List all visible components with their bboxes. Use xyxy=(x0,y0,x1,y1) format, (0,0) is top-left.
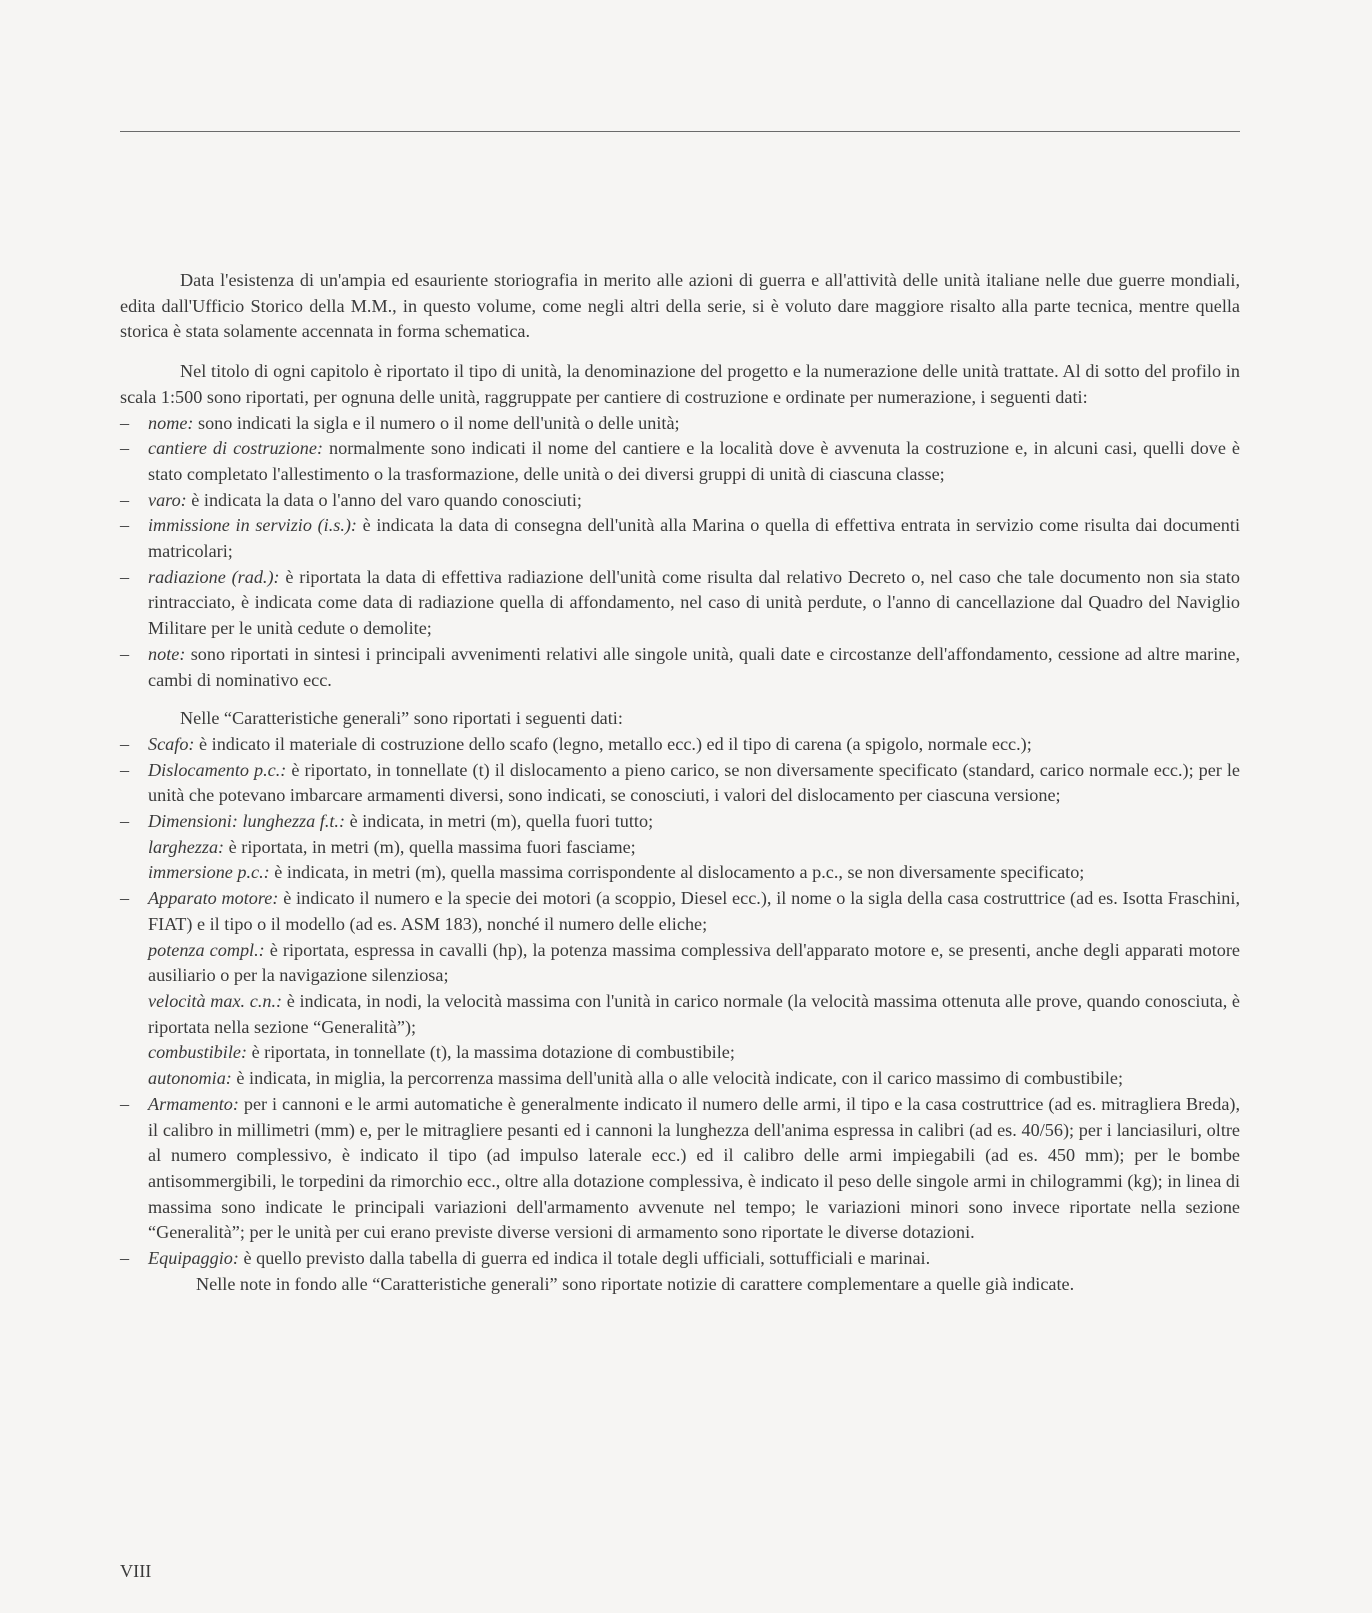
header-rule xyxy=(120,131,1240,132)
list-item: – note: sono riportati in sintesi i principali avvenimenti relativi alle singole unità, quali date e circostanze dell'affondamento, cessione ad altre marine, cambi di nominativo ecc. xyxy=(120,643,1240,690)
term: varo: xyxy=(148,489,187,510)
term: nome: xyxy=(148,412,194,433)
term: Armamento: xyxy=(148,1093,239,1114)
term: immissione in servizio (i.s.): xyxy=(148,515,357,536)
sub-item-autonomia: autonomia: è indicata, in miglia, la percorrenza massima dell'unità alla o alle velocità indicate, con il carico massimo di combustibile; xyxy=(148,1068,1124,1089)
term: combustibile: xyxy=(148,1042,248,1063)
term: Dislocamento p.c.: xyxy=(148,759,287,780)
body-text xyxy=(120,268,1240,1297)
sub-item-larghezza: larghezza: è riportata, in metri (m), quella massima fuori fasciame; xyxy=(148,836,636,857)
term: larghezza: xyxy=(148,836,225,857)
list-item-scafo: – Scafo: è indicato il materiale di costruzione dello scafo (legno, metallo ecc.) ed il tipo di carena (a spigolo, normale ecc.); xyxy=(120,733,1032,754)
chapters-paragraph: Nel titolo di ogni capitolo è riportato il tipo di unità, la denominazione del progetto e la numerazione delle unità trattate. Al di sotto del profilo in scala 1:500 sono riportati, per ognuna delle unità, raggruppate per cantiere di costruzione e ordinate per numerazione, i seguenti dati: xyxy=(120,361,1240,407)
list-item: – radiazione (rad.): è riportata la data di effettiva radiazione dell'unità come risulta dal relativo Decreto o, nel caso che tale documento non sia stato rintracciato, è indicata come data di radiazione quella di affondamento, nel caso di unità perdute, o l'anno di cancellazione dal Quadro del Naviglio Militare per le unità cedute o demolite; xyxy=(120,566,1240,639)
term: potenza compl.: xyxy=(148,939,265,960)
term: cantiere di costruzione: xyxy=(148,438,323,459)
term: Dimensioni: lunghezza f.t.: xyxy=(148,811,346,832)
list-item: – nome: sono indicati la sigla e il numero o il nome dell'unità o delle unità; xyxy=(120,412,680,433)
sub-item-immersione: immersione p.c.: è indicata, in metri (m), quella massima corrispondente al dislocamento a p.c., se non diversamente specificato; xyxy=(148,862,1085,883)
chapter-data-list xyxy=(120,411,1240,694)
characteristics-paragraph: Nelle “Caratteristiche generali” sono riportati i seguenti dati: xyxy=(180,708,623,729)
sub-item-velocita: velocità max. c.n.: è indicata, in nodi, la velocità massima con l'unità in carico normale (la velocità massima ottenuta alle prove, quando conosciuta, è riportata nella sezione “Generalità”); xyxy=(148,990,1240,1037)
sub-item-potenza: potenza compl.: è riportata, espressa in cavalli (hp), la potenza massima complessiva dell'apparato motore e, se presenti, anche degli apparati motore ausiliario o per la navigazione silenziosa; xyxy=(148,939,1240,986)
list-item: – cantiere di costruzione: normalmente sono indicati il nome del cantiere e la località dove è avvenuta la costruzione e, in alcuni casi, quelli dove è stato completato l'allestimento o la trasformazione, delle unità o dei diversi gruppi di unità di ciascuna classe; xyxy=(120,438,1240,484)
intro-paragraph: Data l'esistenza di un'ampia ed esauriente storiografia in merito alle azioni di guerra e all'attività delle unità italiane nelle due guerre mondiali, edita dall'Ufficio Storico della M.M., in questo volume, come negli altri della serie, si è voluto dare maggiore risalto alla parte tecnica, mentre quella storica è stata solamente accennata in forma schematica. xyxy=(120,270,1240,342)
list-item-equipaggio: – Equipaggio: è quello previsto dalla tabella di guerra ed indica il totale degli ufficiali, sottufficiali e marinai. xyxy=(120,1248,931,1269)
term: note: xyxy=(148,643,186,664)
list-item-apparato: – Apparato motore: è indicato il numero e la specie dei motori (a scoppio, Diesel ecc.), il nome o la sigla della casa costruttrice (ad es. Isotta Fraschini, FIAT) e il tipo o il modello (ad es. ASM 183), nonché il numero delle eliche; xyxy=(120,888,1240,934)
list-item: – varo: è indicata la data o l'anno del varo quando conosciuti; xyxy=(120,489,582,510)
term: Scafo: xyxy=(148,733,195,754)
list-item: – immissione in servizio (i.s.): è indicata la data di consegna dell'unità alla Marina o quella di effettiva entrata in servizio come risulta dai documenti matricolari; xyxy=(120,515,1241,562)
page-number: VIII xyxy=(120,1561,152,1581)
term: radiazione (rad.): xyxy=(148,566,280,587)
term: immersione p.c.: xyxy=(148,862,270,883)
term: velocità max. c.n.: xyxy=(148,990,283,1011)
list-item-dimensioni: – Dimensioni: lunghezza f.t.: è indicata, in metri (m), quella fuori tutto; xyxy=(120,811,654,832)
characteristics-list xyxy=(120,732,1240,1272)
list-item-dislocamento: – Dislocamento p.c.: è riportato, in tonnellate (t) il dislocamento a pieno carico, se non diversamente specificato (standard, carico normale ecc.); per le unità che potevano imbarcare armamenti diversi, sono indicati, se conosciuti, i valori del dislocamento per ciascuna versione; xyxy=(120,759,1240,806)
term: Equipaggio: xyxy=(148,1248,239,1269)
term: autonomia: xyxy=(148,1068,232,1089)
sub-item-combustibile: combustibile: è riportata, in tonnellate (t), la massima dotazione di combustibile; xyxy=(148,1042,735,1063)
list-item-armamento: – Armamento: per i cannoni e le armi automatiche è generalmente indicato il numero delle armi, il tipo e la casa costruttrice (ad es. mitragliera Breda), il calibro in millimetri (mm) e, per le mitragliere pesanti ed i cannoni la lunghezza dell'anima espressa in calibri (ad es. 40/56); per i lanciasiluri, oltre al numero complessivo, è indicato il tipo (ad impulso laterale ecc.) ed il calibro delle armi impiegabili (ad es. 450 mm); per le bombe antisommergibili, le torpedini da rimorchio ecc., oltre alla dotazione complessiva, è indicato il peso delle singole armi in chilogrammi (kg); in linea di massima sono indicate le principali variazioni dell'armamento avvenute nel tempo; le variazioni minori sono invece riportate nella sezione “Generalità”; per le unità per cui erano previste diverse versioni di armamento sono riportate le diverse dotazioni. xyxy=(120,1093,1240,1243)
final-note: Nelle note in fondo alle “Caratteristiche generali” sono riportate notizie di carattere complementare a quelle già indicate. xyxy=(196,1273,1075,1294)
term: Apparato motore: xyxy=(148,888,279,909)
